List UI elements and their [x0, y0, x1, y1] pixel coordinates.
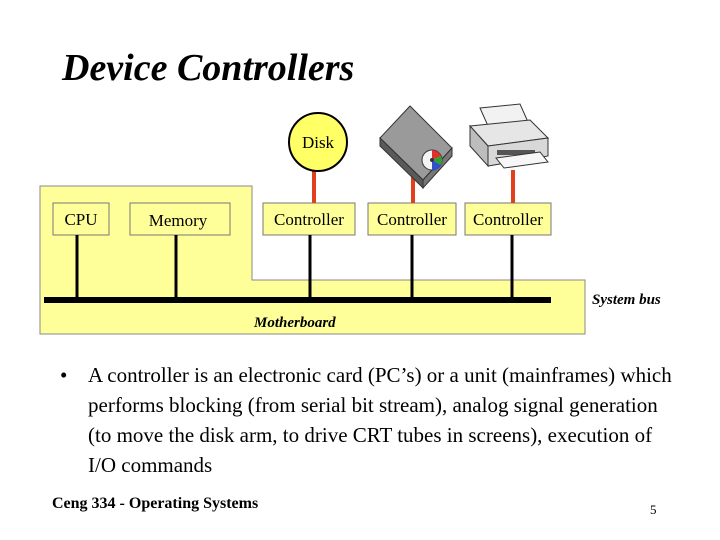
footer-course: Ceng 334 - Operating Systems — [52, 495, 259, 512]
disk-label: Disk — [301, 133, 335, 152]
page-number: 5 — [650, 502, 657, 517]
bullet-dot: • — [60, 363, 68, 387]
disk-drive-icon — [380, 106, 452, 188]
motherboard-label: Motherboard — [254, 315, 336, 331]
bullet-paragraph — [60, 360, 680, 480]
system-bus-label: System bus — [592, 292, 661, 308]
printer-icon — [470, 104, 548, 168]
controller-label-printer: Controller — [473, 210, 543, 229]
memory-label: Memory — [148, 211, 208, 230]
controller-label-disk: Controller — [274, 210, 344, 229]
slide-title: Device Controllers — [62, 47, 355, 89]
controller-label-drive: Controller — [377, 210, 447, 229]
cpu-label: CPU — [64, 210, 98, 229]
system-bus-bar — [44, 297, 551, 303]
bullet-text: A controller is an electronic card (PC’s) or a unit (mainframes) which performs blocking (from serial bit stream), analog signal generation (to move the disk arm, to drive CRT tubes in screens), execution of I/O commands — [88, 363, 672, 477]
